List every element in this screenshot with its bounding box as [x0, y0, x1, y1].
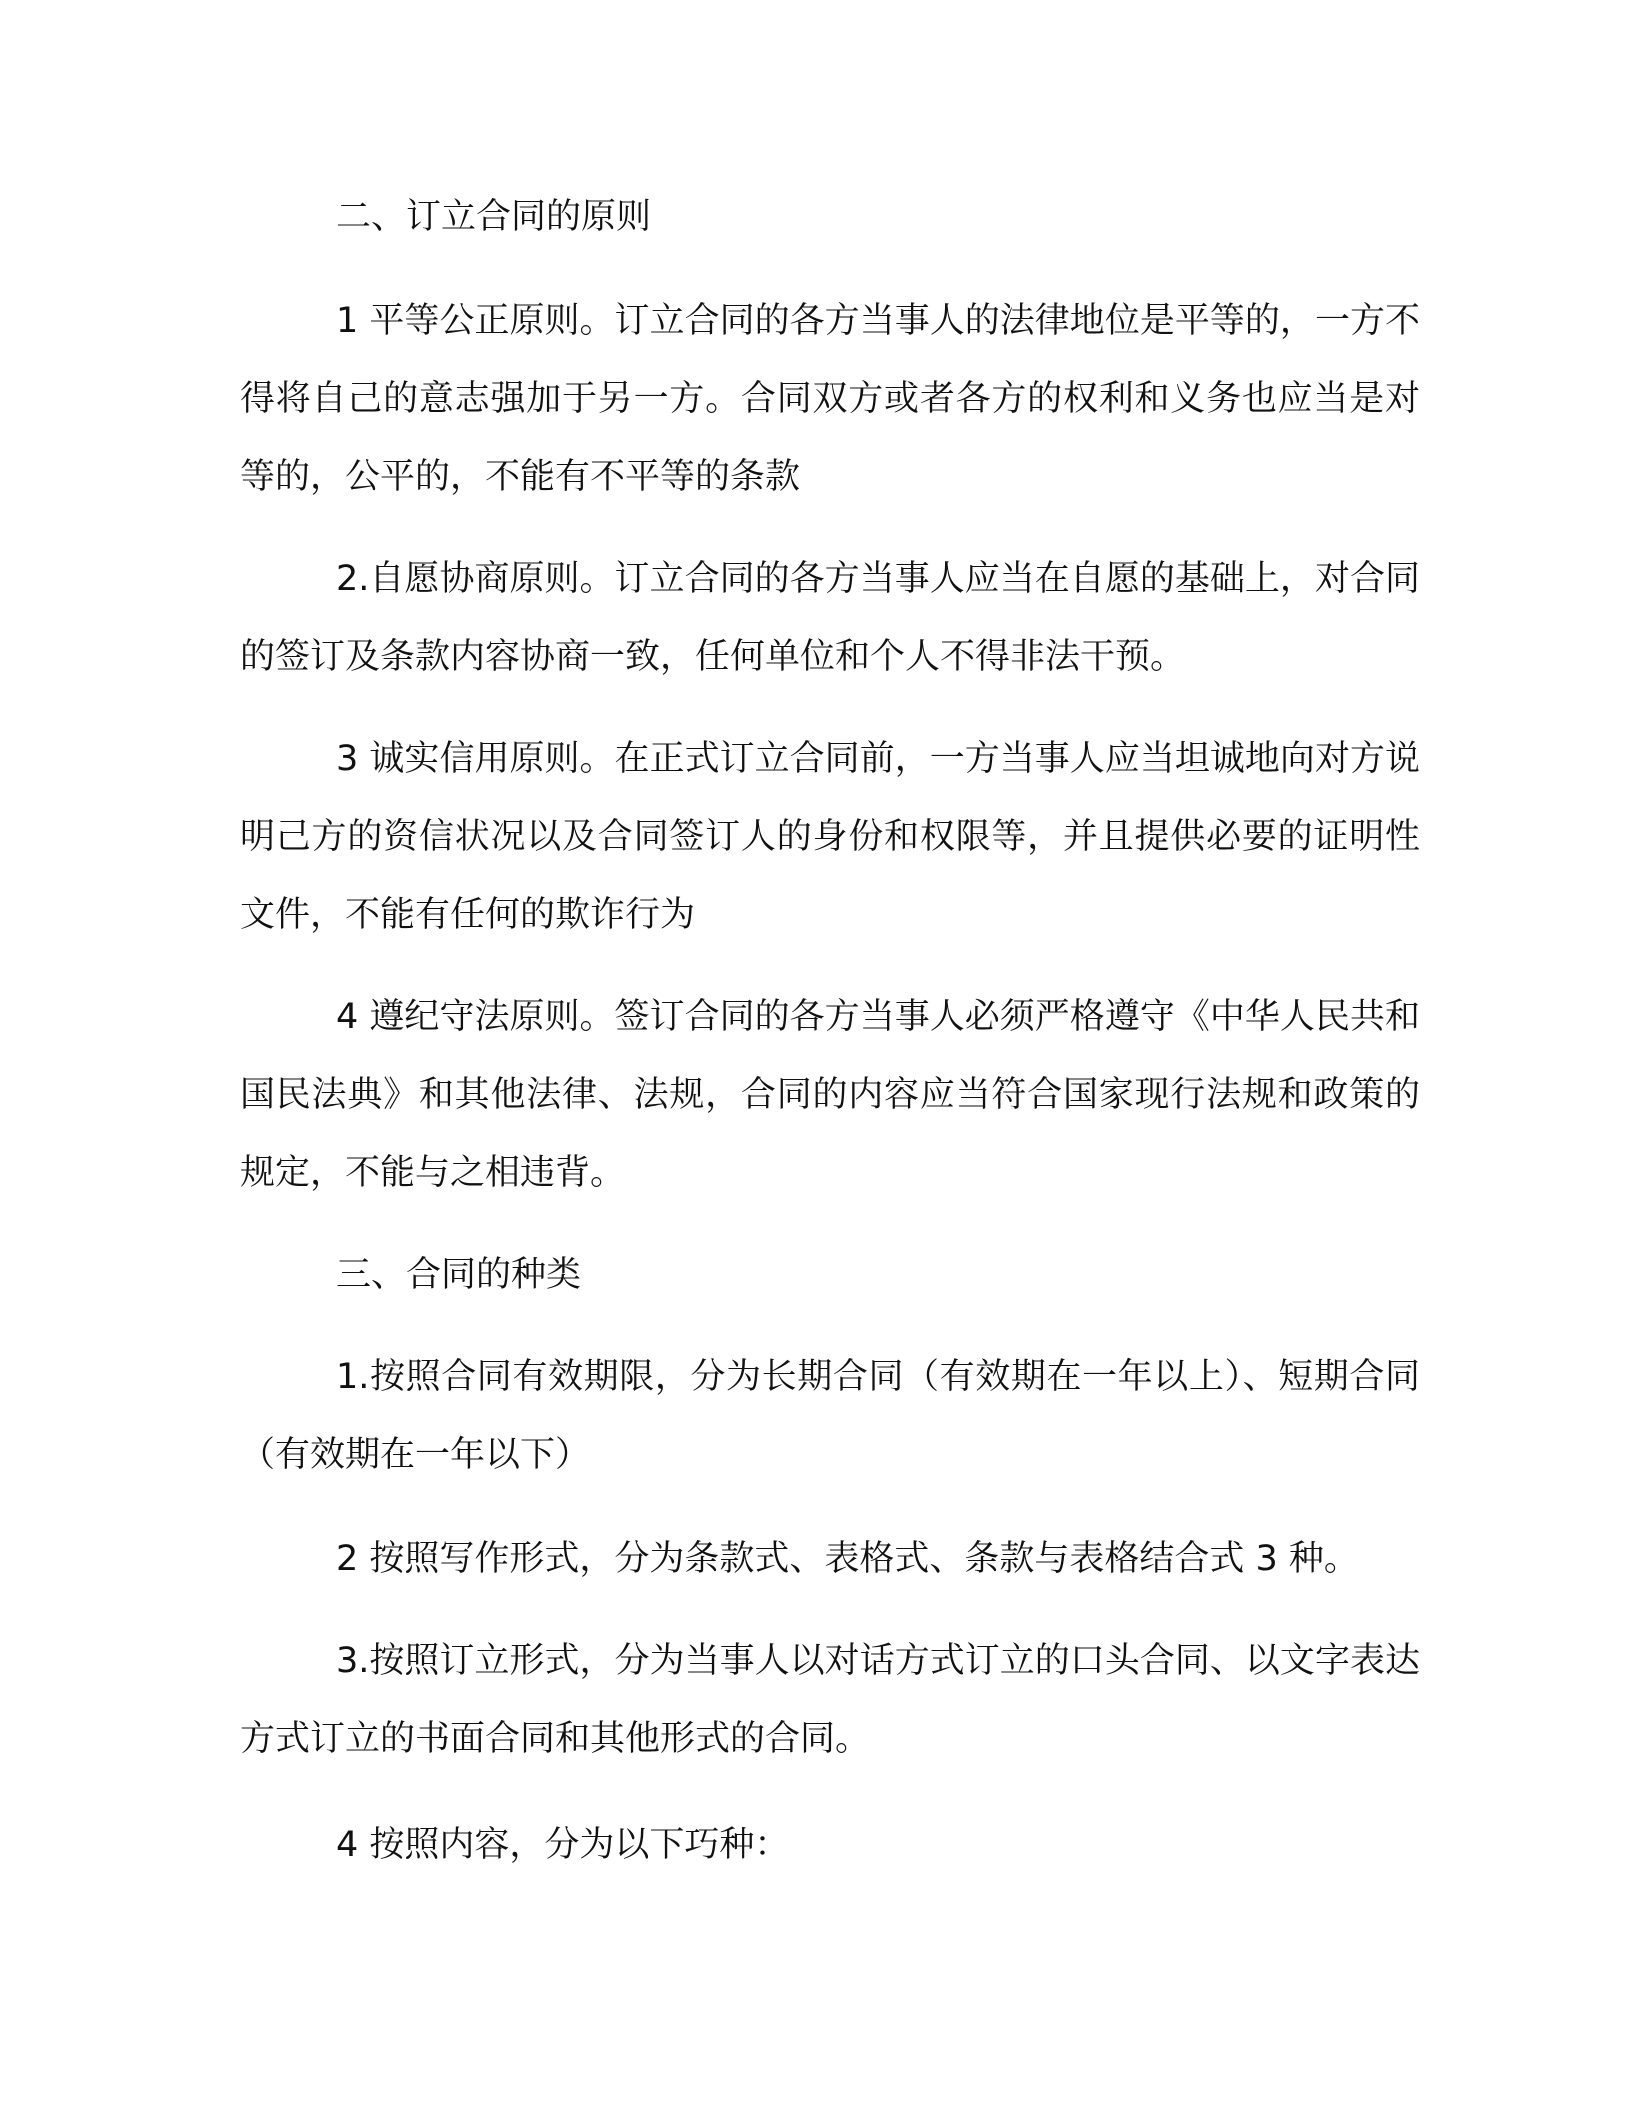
section-heading-principles: 二、订立合同的原则: [336, 197, 652, 237]
type-by-conclusion-form-paragraph: 3.按照订立形式，分为当事人以对话方式订立的口头合同、以文字表达方式订立的书面合同和其他形式的合同。: [240, 1641, 1420, 1759]
type-by-validity-paragraph: 1.按照合同有效期限，分为长期合同（有效期在一年以上）、短期合同（有效期在一年以下）: [240, 1357, 1420, 1475]
type-by-writing-form-paragraph: 2 按照写作形式，分为条款式、表格式、条款与表格结合式 3 种。: [336, 1539, 1359, 1579]
principle-law-abiding-paragraph: 4 遵纪守法原则。签订合同的各方当事人必须严格遵守《中华人民共和国民法典》和其他法律、法规，合同的内容应当符合国家现行法规和政策的规定，不能与之相违背。: [240, 997, 1420, 1193]
principle-equality-paragraph: 1 平等公正原则。订立合同的各方当事人的法律地位是平等的，一方不得将自己的意志强加于另一方。合同双方或者各方的权利和义务也应当是对等的，公平的，不能有不平等的条款: [240, 301, 1420, 497]
principle-good-faith-paragraph: 3 诚实信用原则。在正式订立合同前，一方当事人应当坦诚地向对方说明己方的资信状况以及合同签订人的身份和权限等，并且提供必要的证明性文件，不能有任何的欺诈行为: [240, 739, 1420, 935]
section-heading-contract-types: 三、合同的种类: [336, 1255, 582, 1295]
type-by-content-paragraph: 4 按照内容，分为以下巧种：: [336, 1825, 790, 1865]
principle-voluntary-paragraph: 2.自愿协商原则。订立合同的各方当事人应当在自愿的基础上，对合同的签订及条款内容协商一致，任何单位和个人不得非法干预。: [240, 559, 1420, 677]
